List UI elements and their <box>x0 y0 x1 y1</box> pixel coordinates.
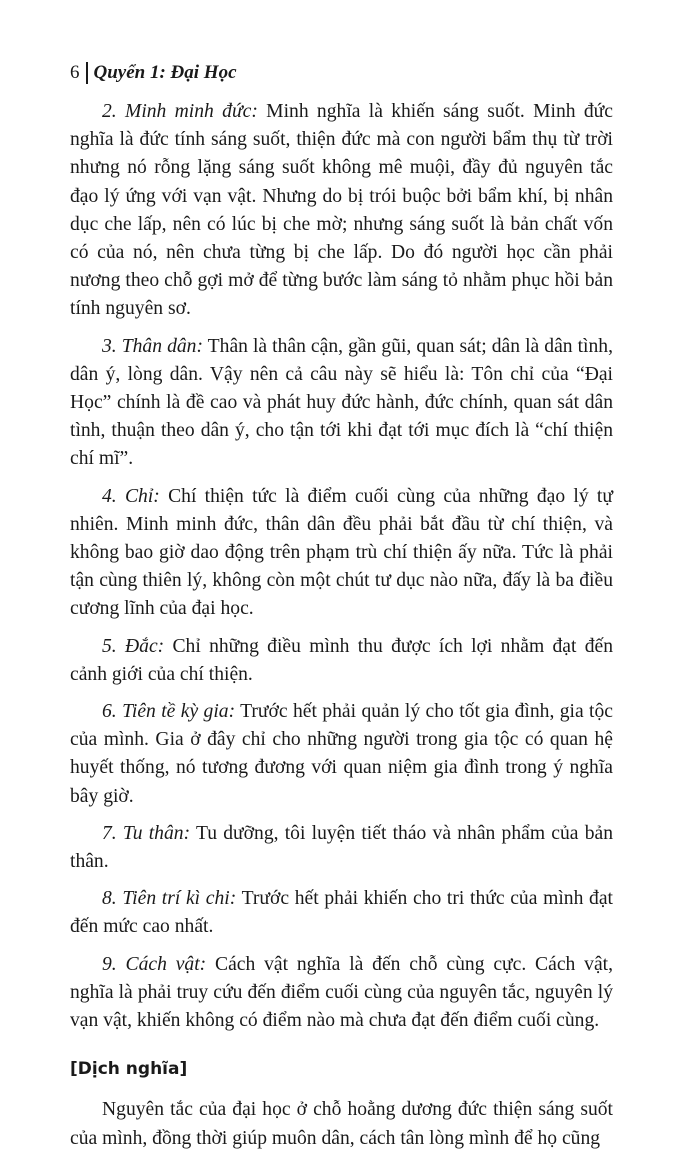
note-term: 8. Tiên trí kì chi: <box>102 888 237 910</box>
note-paragraph <box>70 483 613 624</box>
note-paragraph <box>70 333 613 474</box>
note-term: 4. Chỉ: <box>102 485 160 507</box>
note-term: 3. Thân dân: <box>102 335 203 357</box>
note-term: 6. Tiên tề kỳ gia: <box>102 701 236 723</box>
section-heading: [Dịch nghĩa] <box>70 1059 188 1080</box>
note-paragraph <box>70 951 613 1036</box>
header-divider <box>86 62 88 84</box>
note-text: Thân là thân cận, gần gũi, quan sát; dân là dân tình, dân ý, lòng dân. Vậy nên cả câu này sẽ hiểu là: Tôn chỉ của “Đại Học” chính là đề cao và phát huy đức hành, đức chính, quan sát dân tình, thuận theo dân ý, cho tận tới khi đạt tới mục đích là “chí thiện chí mĩ”. <box>70 335 613 470</box>
note-term: 7. Tu thân: <box>102 822 191 844</box>
note-text: Chí thiện tức là điểm cuối cùng của những đạo lý tự nhiên. Minh minh đức, thân dân đều phải bắt đầu từ chí thiện, và không bao giờ dao động trên phạm trù chí thiện ấy nữa. Tức là phải tận cùng thiên lý, không còn một chút tư dục nào nữa, đấy là ba điều cương lĩnh của đại học. <box>70 485 614 620</box>
note-term: 2. Minh minh đức: <box>102 101 258 122</box>
running-header <box>70 58 237 88</box>
page-number: 6 <box>70 62 80 83</box>
note-text: Cách vật nghĩa là đến chỗ cùng cực. Cách vật, nghĩa là phải truy cứu đến điểm cuối cùng của nguyên tắc, nguyên lý vạn vật, khiến không có điểm nào mà chưa đạt đến điểm cuối cùng. <box>70 953 613 1032</box>
note-term: 5. Đắc: <box>102 635 165 657</box>
translation-paragraph: Nguyên tắc của đại học ở chỗ hoằng dương đức thiện sáng suốt của mình, đồng thời giúp muôn dân, cách tân lòng mình để họ cũng <box>70 1099 613 1149</box>
note-term: 9. Cách vật: <box>102 953 207 975</box>
note-text: Tu dưỡng, tôi luyện tiết tháo và nhân phẩm của bản thân. <box>70 822 613 873</box>
note-text: Trước hết phải khiến cho tri thức của mình đạt đến mức cao nhất. <box>70 888 613 938</box>
note-paragraph <box>70 698 613 811</box>
note-paragraph <box>70 820 613 876</box>
note-paragraph <box>70 885 613 941</box>
note-text: Chỉ những điều mình thu được ích lợi nhằm đạt đến cảnh giới của chí thiện. <box>70 635 614 685</box>
book-title: Quyển 1: Đại Học <box>93 62 237 83</box>
note-paragraph <box>70 633 613 689</box>
note-paragraph <box>70 98 613 324</box>
page-body <box>70 98 613 1162</box>
note-text: Minh nghĩa là khiến sáng suốt. Minh đức nghĩa là đức tính sáng suốt, thiện đức mà con người bẩm thụ từ trời nhưng nó rỗng lặng sáng suốt không mê muội, đầy đủ nguyên tắc đạo lý ứng với vạn vật. Nhưng do bị trói buộc bởi bẩm khí, bị nhân dục che lấp, nên có lúc bị che mờ; nhưng sáng suốt là bản chất vốn có của nó, nên chưa từng bị che lấp. Do đó người học cần phải nương theo chỗ gợi mở để từng bước làm sáng tỏ nhằm phục hồi bản tính nguyên sơ. <box>70 101 613 320</box>
note-text: Trước hết phải quản lý cho tốt gia đình, gia tộc của mình. Gia ở đây chỉ cho những người trong gia tộc có quan hệ huyết thống, nó tương đương với quan niệm gia đình trong ý nghĩa bây giờ. <box>70 701 613 807</box>
